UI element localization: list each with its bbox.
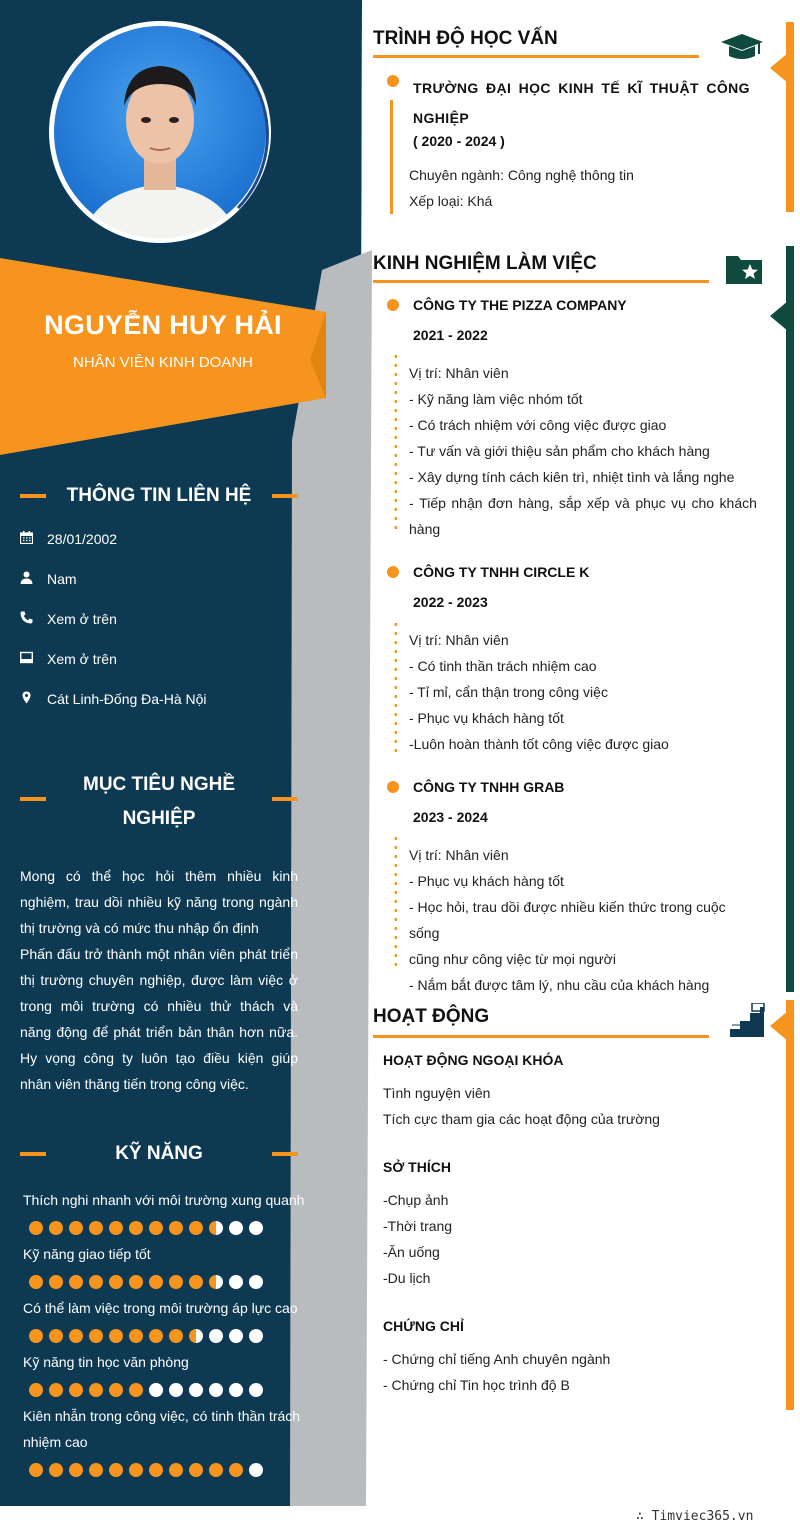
- job-bullet: [387, 781, 399, 793]
- skill-dot: [209, 1275, 223, 1289]
- skill-dot: [89, 1383, 103, 1397]
- skill-dot: [249, 1275, 263, 1289]
- skill-dot: [229, 1463, 243, 1477]
- skill-dot: [49, 1463, 63, 1477]
- skill-dot: [69, 1463, 83, 1477]
- user-icon: [20, 571, 47, 587]
- skill-dot: [189, 1329, 203, 1343]
- skill-dot: [49, 1329, 63, 1343]
- job-period: 2023 - 2024: [413, 809, 488, 825]
- skill-dot: [49, 1383, 63, 1397]
- skill-dot: [69, 1275, 83, 1289]
- skill-label: Kỹ năng giao tiếp tốt: [23, 1246, 151, 1262]
- skill-dot: [29, 1221, 43, 1235]
- skill-dot: [189, 1463, 203, 1477]
- education-bullet: [387, 75, 399, 87]
- contact-address: Cát Linh-Đống Đa-Hà Nội: [20, 691, 207, 707]
- job-company: CÔNG TY TNHH GRAB: [413, 779, 565, 795]
- contact-phone: Xem ở trên: [20, 611, 117, 627]
- skill-dot: [169, 1383, 183, 1397]
- skill-label: Kiên nhẫn trong công việc, có tinh thần trách nhiệm cao: [23, 1408, 301, 1450]
- skill-dot: [129, 1383, 143, 1397]
- certificates-list: - Chứng chỉ tiếng Anh chuyên ngành - Chứng chỉ Tin học trình độ B: [383, 1351, 611, 1393]
- podium-stairs-icon: [728, 1003, 766, 1039]
- avatar-ring: [50, 22, 270, 242]
- skill-rating: [29, 1329, 263, 1343]
- phone-icon: [20, 611, 47, 627]
- experience-underline: [373, 280, 709, 283]
- skill-dot: [109, 1329, 123, 1343]
- skill-dot: [209, 1463, 223, 1477]
- skill-dot: [229, 1383, 243, 1397]
- skill-dot: [129, 1221, 143, 1235]
- skill-dot: [29, 1463, 43, 1477]
- education-heading: TRÌNH ĐỘ HỌC VẤN: [373, 28, 558, 49]
- job-company: CÔNG TY THE PIZZA COMPANY: [413, 297, 627, 313]
- school-name-line1: TRƯỜNG ĐẠI HỌC KINH TẾ KĨ THUẬT CÔNG: [413, 80, 750, 96]
- skill-dot: [29, 1329, 43, 1343]
- skill-dot: [169, 1221, 183, 1235]
- skill-dot: [149, 1463, 163, 1477]
- job-timeline-dots: [394, 352, 397, 535]
- hobbies-list: -Chụp ảnh -Thời trang -Ăn uống -Du lịch: [383, 1192, 453, 1286]
- skill-dot: [149, 1329, 163, 1343]
- calendar-icon: [20, 531, 47, 547]
- job-timeline-dots: [394, 834, 397, 966]
- location-pin-icon: [20, 691, 47, 707]
- education-major: Chuyên ngành: Công nghệ thông tin: [409, 167, 634, 183]
- job-company: CÔNG TY TNHH CIRCLE K: [413, 564, 590, 580]
- skill-dot: [249, 1383, 263, 1397]
- skill-label: Thích nghi nhanh với môi trường xung quanh: [23, 1192, 305, 1208]
- brand-dots-icon: ∴: [636, 1509, 652, 1524]
- job-bullet: [387, 299, 399, 311]
- certificates-heading: CHỨNG CHỈ: [383, 1318, 464, 1334]
- skill-dot: [209, 1329, 223, 1343]
- skill-dot: [109, 1275, 123, 1289]
- skill-dot: [129, 1329, 143, 1343]
- experience-heading: KINH NGHIỆM LÀM VIỆC: [373, 253, 597, 274]
- objective-heading: MỤC TIÊU NGHỀ NGHIỆP: [20, 768, 298, 836]
- job-period: 2021 - 2022: [413, 327, 488, 343]
- skill-dot: [129, 1463, 143, 1477]
- education-underline: [373, 55, 699, 58]
- contact-birthdate: 28/01/2002: [20, 531, 117, 547]
- skill-dot: [89, 1463, 103, 1477]
- skill-dot: [189, 1383, 203, 1397]
- skill-dot: [249, 1221, 263, 1235]
- contact-heading: THÔNG TIN LIÊN HỆ: [20, 485, 298, 507]
- job-bullet: [387, 566, 399, 578]
- skill-dot: [109, 1383, 123, 1397]
- skill-dot: [189, 1275, 203, 1289]
- job-details: Vị trí: Nhân viên - Kỹ năng làm việc nhóm tốt - Có trách nhiệm với công việc được giao - Tư vấn và giới thiệu sản phẩm cho khách hàng - Xây dựng tính cách kiên trì, nhiệt tình và lắng nghe - Tiếp nhận đơn hàng, sắp xếp và phục vụ cho khách hàng: [409, 365, 757, 537]
- skill-dot: [249, 1463, 263, 1477]
- candidate-name: NGUYỄN HUY HẢI: [44, 310, 282, 340]
- skill-dot: [89, 1275, 103, 1289]
- skill-dot: [189, 1221, 203, 1235]
- skill-label: Kỹ năng tin học văn phòng: [23, 1354, 189, 1370]
- email-icon: [20, 651, 47, 667]
- skills-heading: KỸ NĂNG: [20, 1143, 298, 1165]
- job-detail-justified: - Tiếp nhận đơn hàng, sắp xếp và phục vụ cho khách: [409, 495, 757, 511]
- education-timeline-bar: [390, 100, 393, 214]
- skill-dot: [89, 1329, 103, 1343]
- skill-dot: [209, 1383, 223, 1397]
- contact-email: Xem ở trên: [20, 651, 117, 667]
- skill-dot: [129, 1275, 143, 1289]
- job-period: 2022 - 2023: [413, 594, 488, 610]
- skill-dot: [229, 1329, 243, 1343]
- job-title: NHÂN VIÊN KINH DOANH: [72, 354, 254, 371]
- skill-dot: [109, 1463, 123, 1477]
- school-name: TRƯỜNG ĐẠI HỌC KINH TẾ KĨ THUẬT CÔNG NGHIỆP: [413, 73, 750, 133]
- skill-dot: [169, 1275, 183, 1289]
- skill-dot: [69, 1329, 83, 1343]
- extracurricular-heading: HOẠT ĐỘNG NGOẠI KHÓA: [383, 1052, 564, 1068]
- folder-star-icon: [724, 252, 764, 286]
- footer-brand[interactable]: ∴ Timviec365.vn: [636, 1509, 754, 1524]
- skill-dot: [49, 1221, 63, 1235]
- skill-dot: [29, 1383, 43, 1397]
- job-details: Vị trí: Nhân viên - Phục vụ khách hàng tốt - Học hỏi, trau dồi được nhiều kiến thức trong cuộc sống cũng như công việc từ mọi người - Nắm bắt được tâm lý, nhu cầu của khách hàng: [409, 847, 726, 993]
- skill-rating: [29, 1275, 263, 1289]
- hobbies-heading: SỞ THÍCH: [383, 1159, 451, 1175]
- job-timeline-dots: [394, 620, 397, 752]
- skill-dot: [149, 1275, 163, 1289]
- extracurricular-list: Tình nguyện viên Tích cực tham gia các hoạt động của trường: [383, 1085, 660, 1127]
- skill-dot: [229, 1275, 243, 1289]
- activities-underline: [373, 1035, 709, 1038]
- objective-text: Mong có thể học hỏi thêm nhiều kinh nghiệm, trau dồi nhiều kỹ năng trong ngành thị trường và có mức thu nhập ổn định Phấn đấu trở thành một nhân viên phát triển thị trường chuyên nghiệp, được làm việc ở trong môi trường có nhiều thử thách và năng động để phát triển bản thân hơn nữa. Hy vọng công ty luôn tạo điều kiện giúp nhân viên thăng tiến trong công việc.: [20, 868, 298, 1092]
- contact-gender: Nam: [20, 571, 77, 587]
- skill-rating: [29, 1383, 263, 1397]
- skill-rating: [29, 1463, 263, 1477]
- skill-label: Có thể làm việc trong môi trường áp lực cao: [23, 1300, 298, 1316]
- skill-dot: [29, 1275, 43, 1289]
- skill-dot: [69, 1221, 83, 1235]
- skill-dot: [109, 1221, 123, 1235]
- skill-dot: [49, 1275, 63, 1289]
- skill-dot: [169, 1463, 183, 1477]
- skill-dot: [209, 1221, 223, 1235]
- skill-dot: [249, 1329, 263, 1343]
- skill-dot: [169, 1329, 183, 1343]
- skill-dot: [149, 1221, 163, 1235]
- graduation-cap-icon: [719, 32, 765, 64]
- skill-dot: [69, 1383, 83, 1397]
- skill-dot: [89, 1221, 103, 1235]
- education-rank: Xếp loại: Khá: [409, 193, 493, 209]
- skill-dot: [149, 1383, 163, 1397]
- education-years: ( 2020 - 2024 ): [413, 133, 505, 149]
- job-details: Vị trí: Nhân viên - Có tinh thần trách nhiệm cao - Tỉ mỉ, cẩn thận trong công việc - Phục vụ khách hàng tốt -Luôn hoàn thành tốt công việc được giao: [409, 632, 669, 752]
- activities-heading: HOẠT ĐỘNG: [373, 1006, 490, 1027]
- skill-dot: [229, 1221, 243, 1235]
- skill-rating: [29, 1221, 263, 1235]
